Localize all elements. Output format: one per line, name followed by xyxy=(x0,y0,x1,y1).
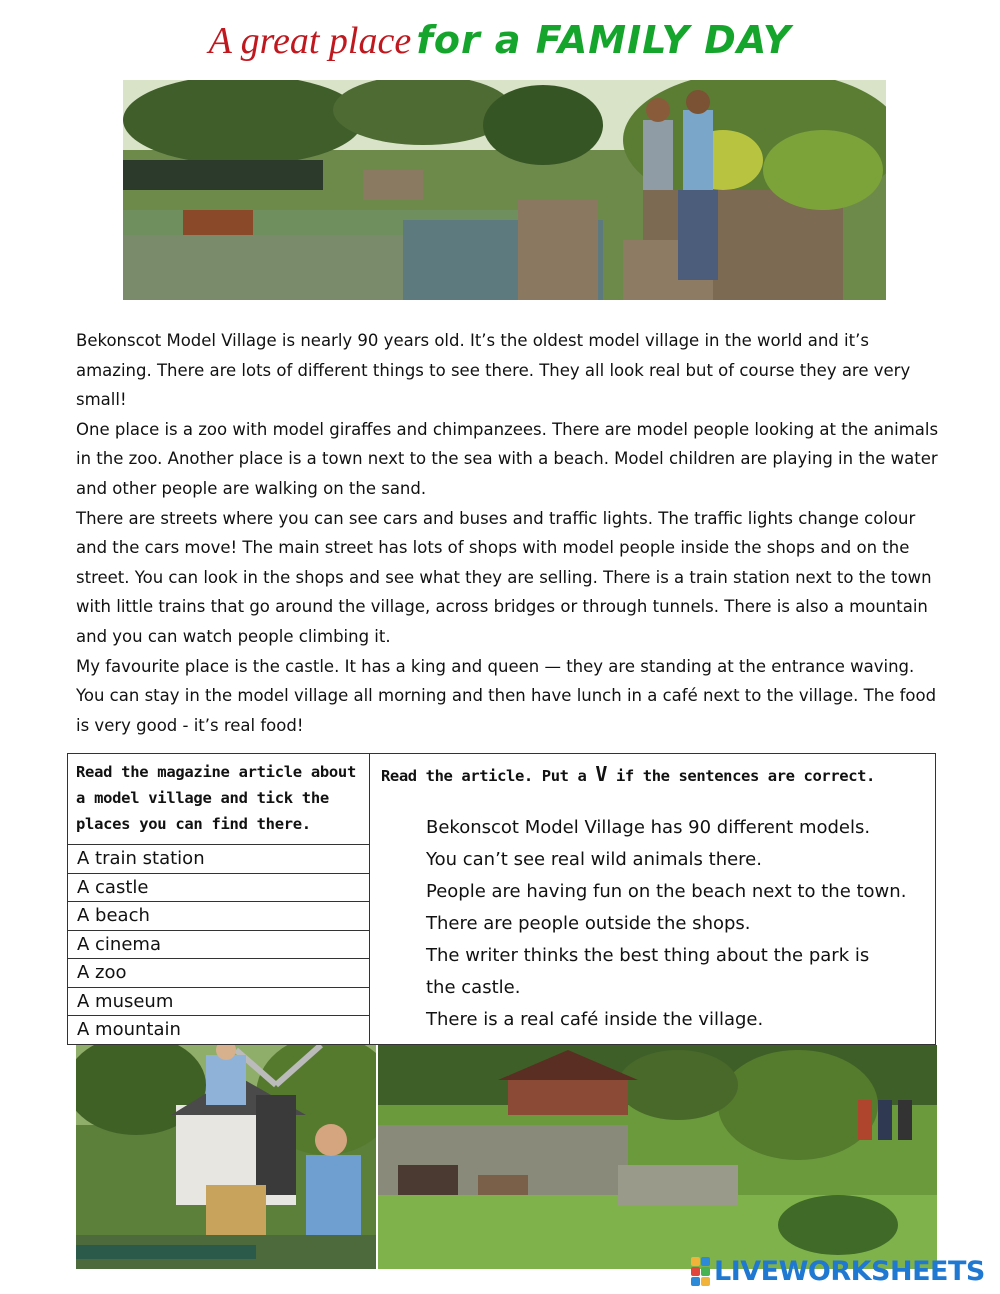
exercise-1 xyxy=(68,754,370,1044)
photo-model-village-castle xyxy=(123,80,886,300)
sentence-item[interactable]: There are people outside the shops. xyxy=(426,913,751,934)
article-body xyxy=(76,326,946,740)
instruction-text: Read the article. Put a xyxy=(381,767,596,785)
worksheet-table xyxy=(67,753,936,1045)
sentence-item[interactable]: People are having fun on the beach next to the town. xyxy=(426,881,907,902)
article-paragraph: Bekonscot Model Village is nearly 90 years old. It’s the oldest model village in the world and it’s amazing. There are lots of different things to see there. They all look real but of course they are very small! xyxy=(76,331,911,410)
article-paragraph: My favourite place is the castle. It has a king and queen — they are standing at the entrance waving. You can stay in the model village all morning and then have lunch in a café next to the village. The food is very good - it’s real food! xyxy=(76,656,937,735)
place-option-beach[interactable]: A beach xyxy=(68,902,369,931)
liveworksheets-logo xyxy=(691,1256,985,1286)
place-option-zoo[interactable]: A zoo xyxy=(68,959,369,988)
title-part-2: for a FAMILY DAY xyxy=(416,18,792,62)
sentence-item: the castle. xyxy=(426,977,521,998)
title-part-1: A great place xyxy=(208,20,412,62)
photo-village-panorama xyxy=(378,1045,937,1269)
exercise-1-instruction: Read the magazine article about a model village and tick the places you can find there. xyxy=(68,754,369,845)
sentence-item[interactable]: The writer thinks the best thing about the park is xyxy=(426,945,870,966)
place-option-museum[interactable]: A museum xyxy=(68,988,369,1017)
tick-mark-label: V xyxy=(595,762,608,786)
exercise-2 xyxy=(371,754,935,1044)
sentence-item[interactable]: There is a real café inside the village. xyxy=(426,1009,764,1030)
logo-text: LIVEWORKSHEETS xyxy=(714,1255,985,1287)
photo-windmill-children xyxy=(76,1045,376,1269)
sentence-list xyxy=(426,812,931,1036)
article-paragraph: One place is a zoo with model giraffes and chimpanzees. There are model people looking at the animals in the zoo. Another place is a town next to the sea with a beach. Model children are playing in the water and other people are walking on the sand. xyxy=(76,419,939,498)
sentence-item[interactable]: Bekonscot Model Village has 90 different models. xyxy=(426,817,871,838)
page-title xyxy=(0,18,1000,63)
exercise-2-instruction xyxy=(371,754,935,794)
place-option-castle[interactable]: A castle xyxy=(68,874,369,903)
place-option-mountain[interactable]: A mountain xyxy=(77,1019,181,1040)
instruction-text: if the sentences are correct. xyxy=(607,767,875,785)
place-option-train-station[interactable]: A train station xyxy=(68,845,369,874)
logo-squares-icon xyxy=(691,1257,710,1286)
place-option-cinema[interactable]: A cinema xyxy=(68,931,369,960)
article-paragraph: There are streets where you can see cars and buses and traffic lights. The traffic lights change colour and the cars move! The main street has lots of shops with model people inside the shops and on the street. You can look in the shops and see what they are selling. There is a train station next to the town with little trains that go around the village, across bridges or through tunnels. There is also a mountain and you can watch people climbing it. xyxy=(76,508,932,646)
sentence-item[interactable]: You can’t see real wild animals there. xyxy=(426,849,762,870)
